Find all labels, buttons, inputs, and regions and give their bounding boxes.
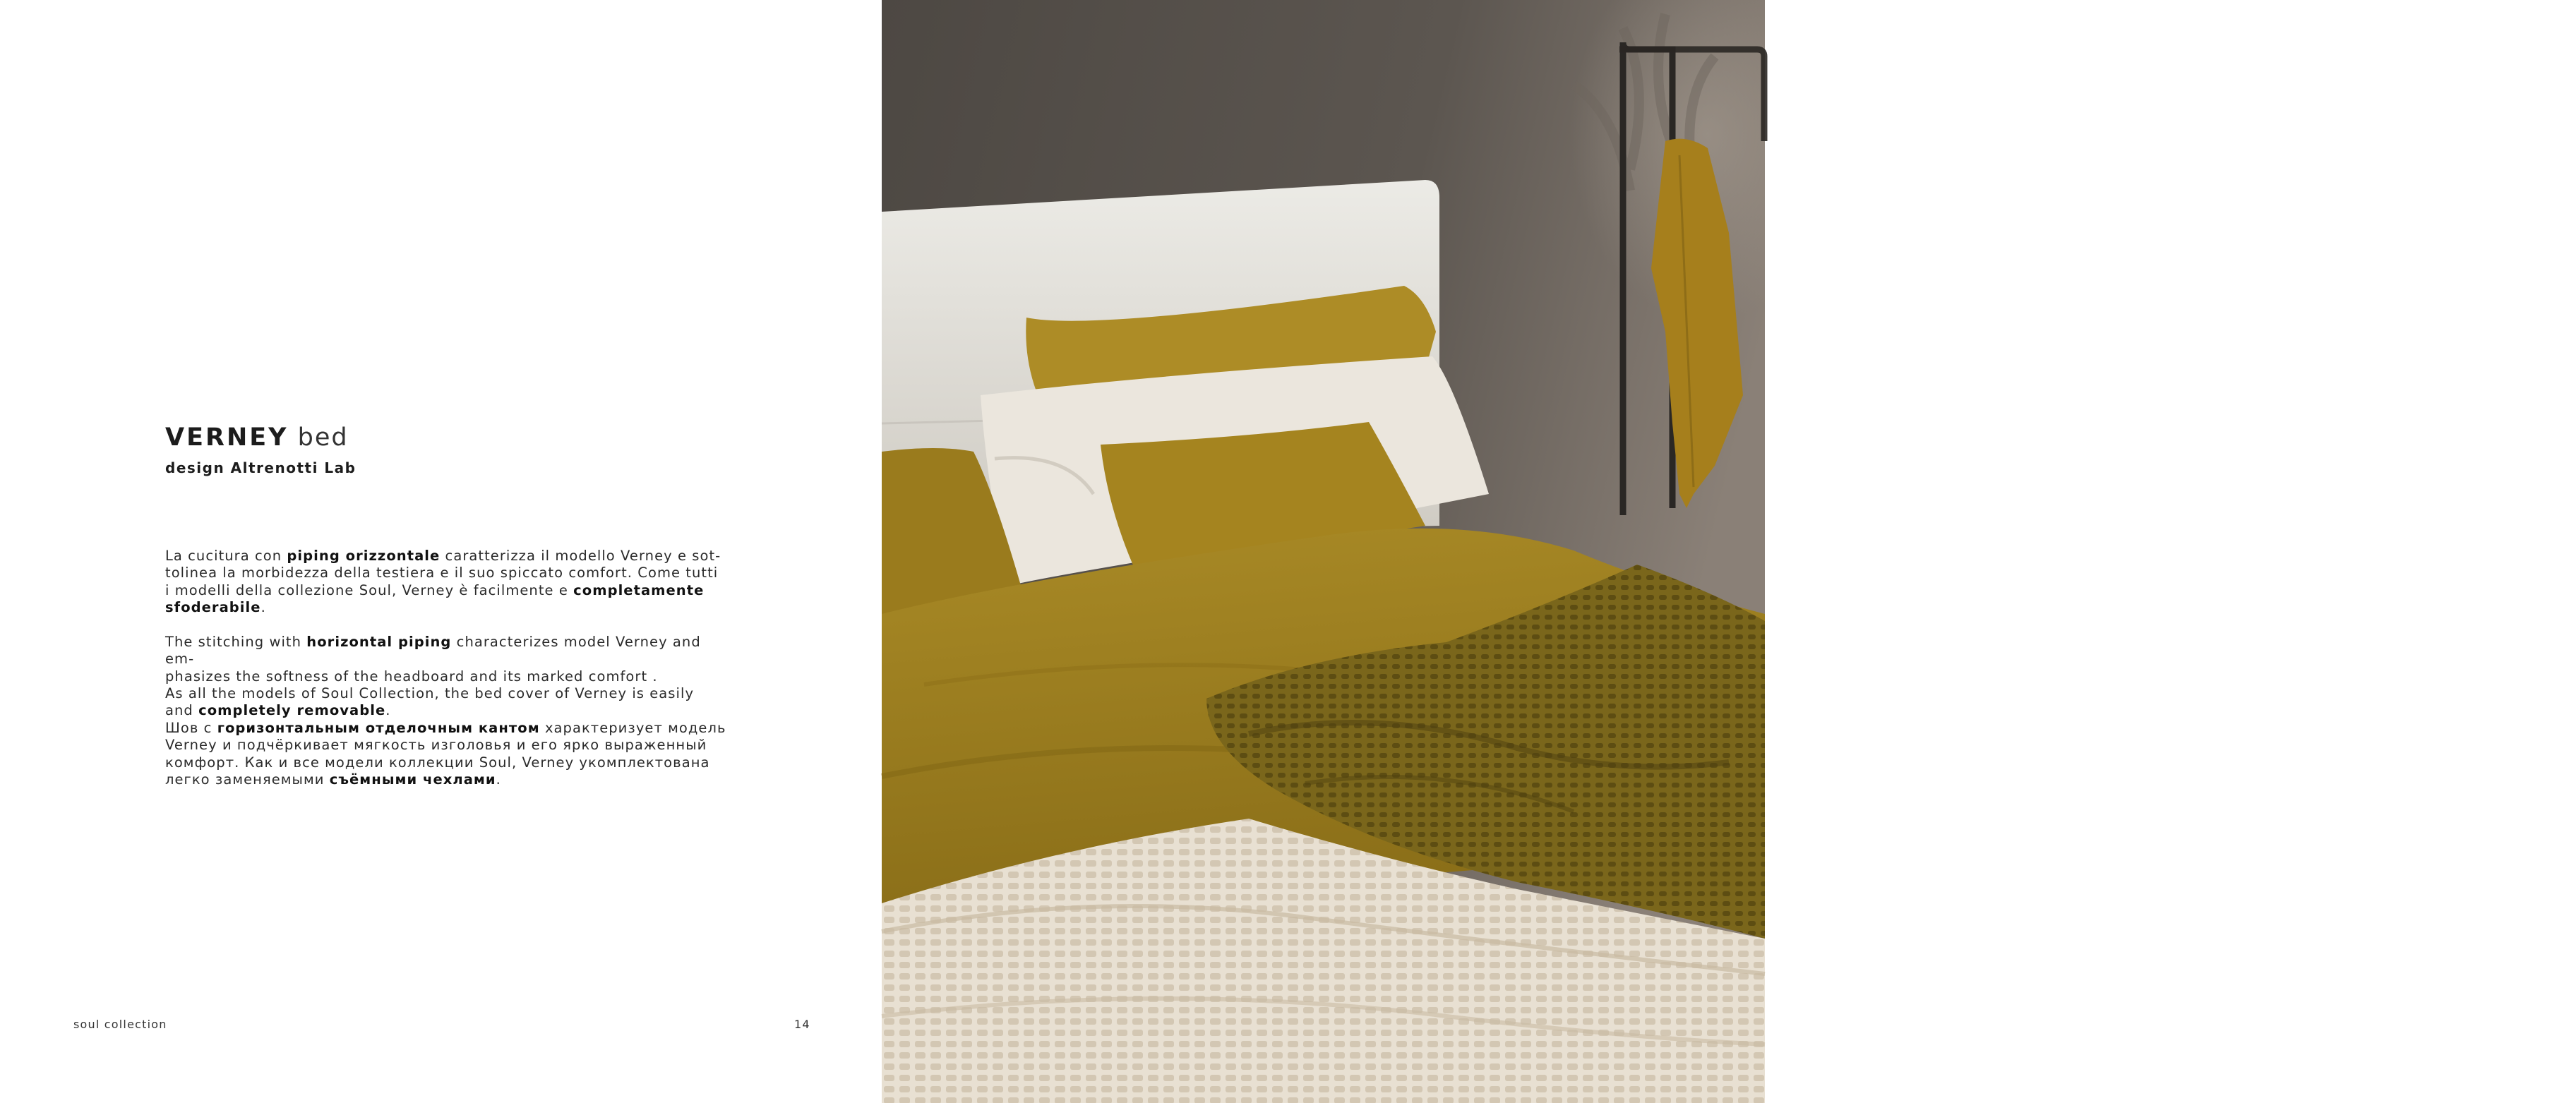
- left-page: [0, 0, 882, 1103]
- emphasis-text: горизонтальным отделочным кантом: [217, 720, 540, 736]
- description-russian: Шов с горизонтальным отделочным кантом характеризует модель Verney и подчёркивает мягкость изголовья и его ярко выраженный комфорт. Как и все модели коллекции Soul, Verney укомплектована легко заменяемыми съёмными чехлами.: [165, 720, 726, 788]
- page-number-right: 15: [2560, 1018, 2576, 1031]
- description-italian: La cucitura con piping orizzontale caratterizza il modello Verney e sot- tolinea la morbidezza della testiera e il suo spiccato comfort. Come tutti i modelli della collezione Soul, Verney è facilmente e completamente sfoderabile.: [165, 548, 721, 615]
- emphasis-text: completely removable: [198, 702, 386, 719]
- emphasis-text: horizontal piping: [306, 634, 452, 650]
- bed-photo: [882, 0, 1765, 1103]
- collection-footer: soul collection: [73, 1018, 167, 1031]
- designer-credit: design Altrenotti Lab: [165, 459, 357, 476]
- emphasis-text: sfoderabile: [165, 598, 261, 615]
- product-type: bed: [297, 423, 349, 452]
- emphasis-text: completamente: [573, 581, 705, 598]
- description-english: The stitching with horizontal piping characterizes model Verney and em- phasizes the softness of the headboard and its marked comfort . As all the models of Soul Collection, the bed cover of Verney is easily and completely removable.: [165, 634, 701, 719]
- emphasis-text: съёмными чехлами: [329, 771, 496, 788]
- right-page: [882, 0, 2576, 1103]
- page-number-left: 14: [794, 1018, 810, 1031]
- product-title: [165, 423, 349, 452]
- emphasis-text: piping orizzontale: [287, 548, 441, 564]
- product-name: VERNEY: [165, 423, 289, 452]
